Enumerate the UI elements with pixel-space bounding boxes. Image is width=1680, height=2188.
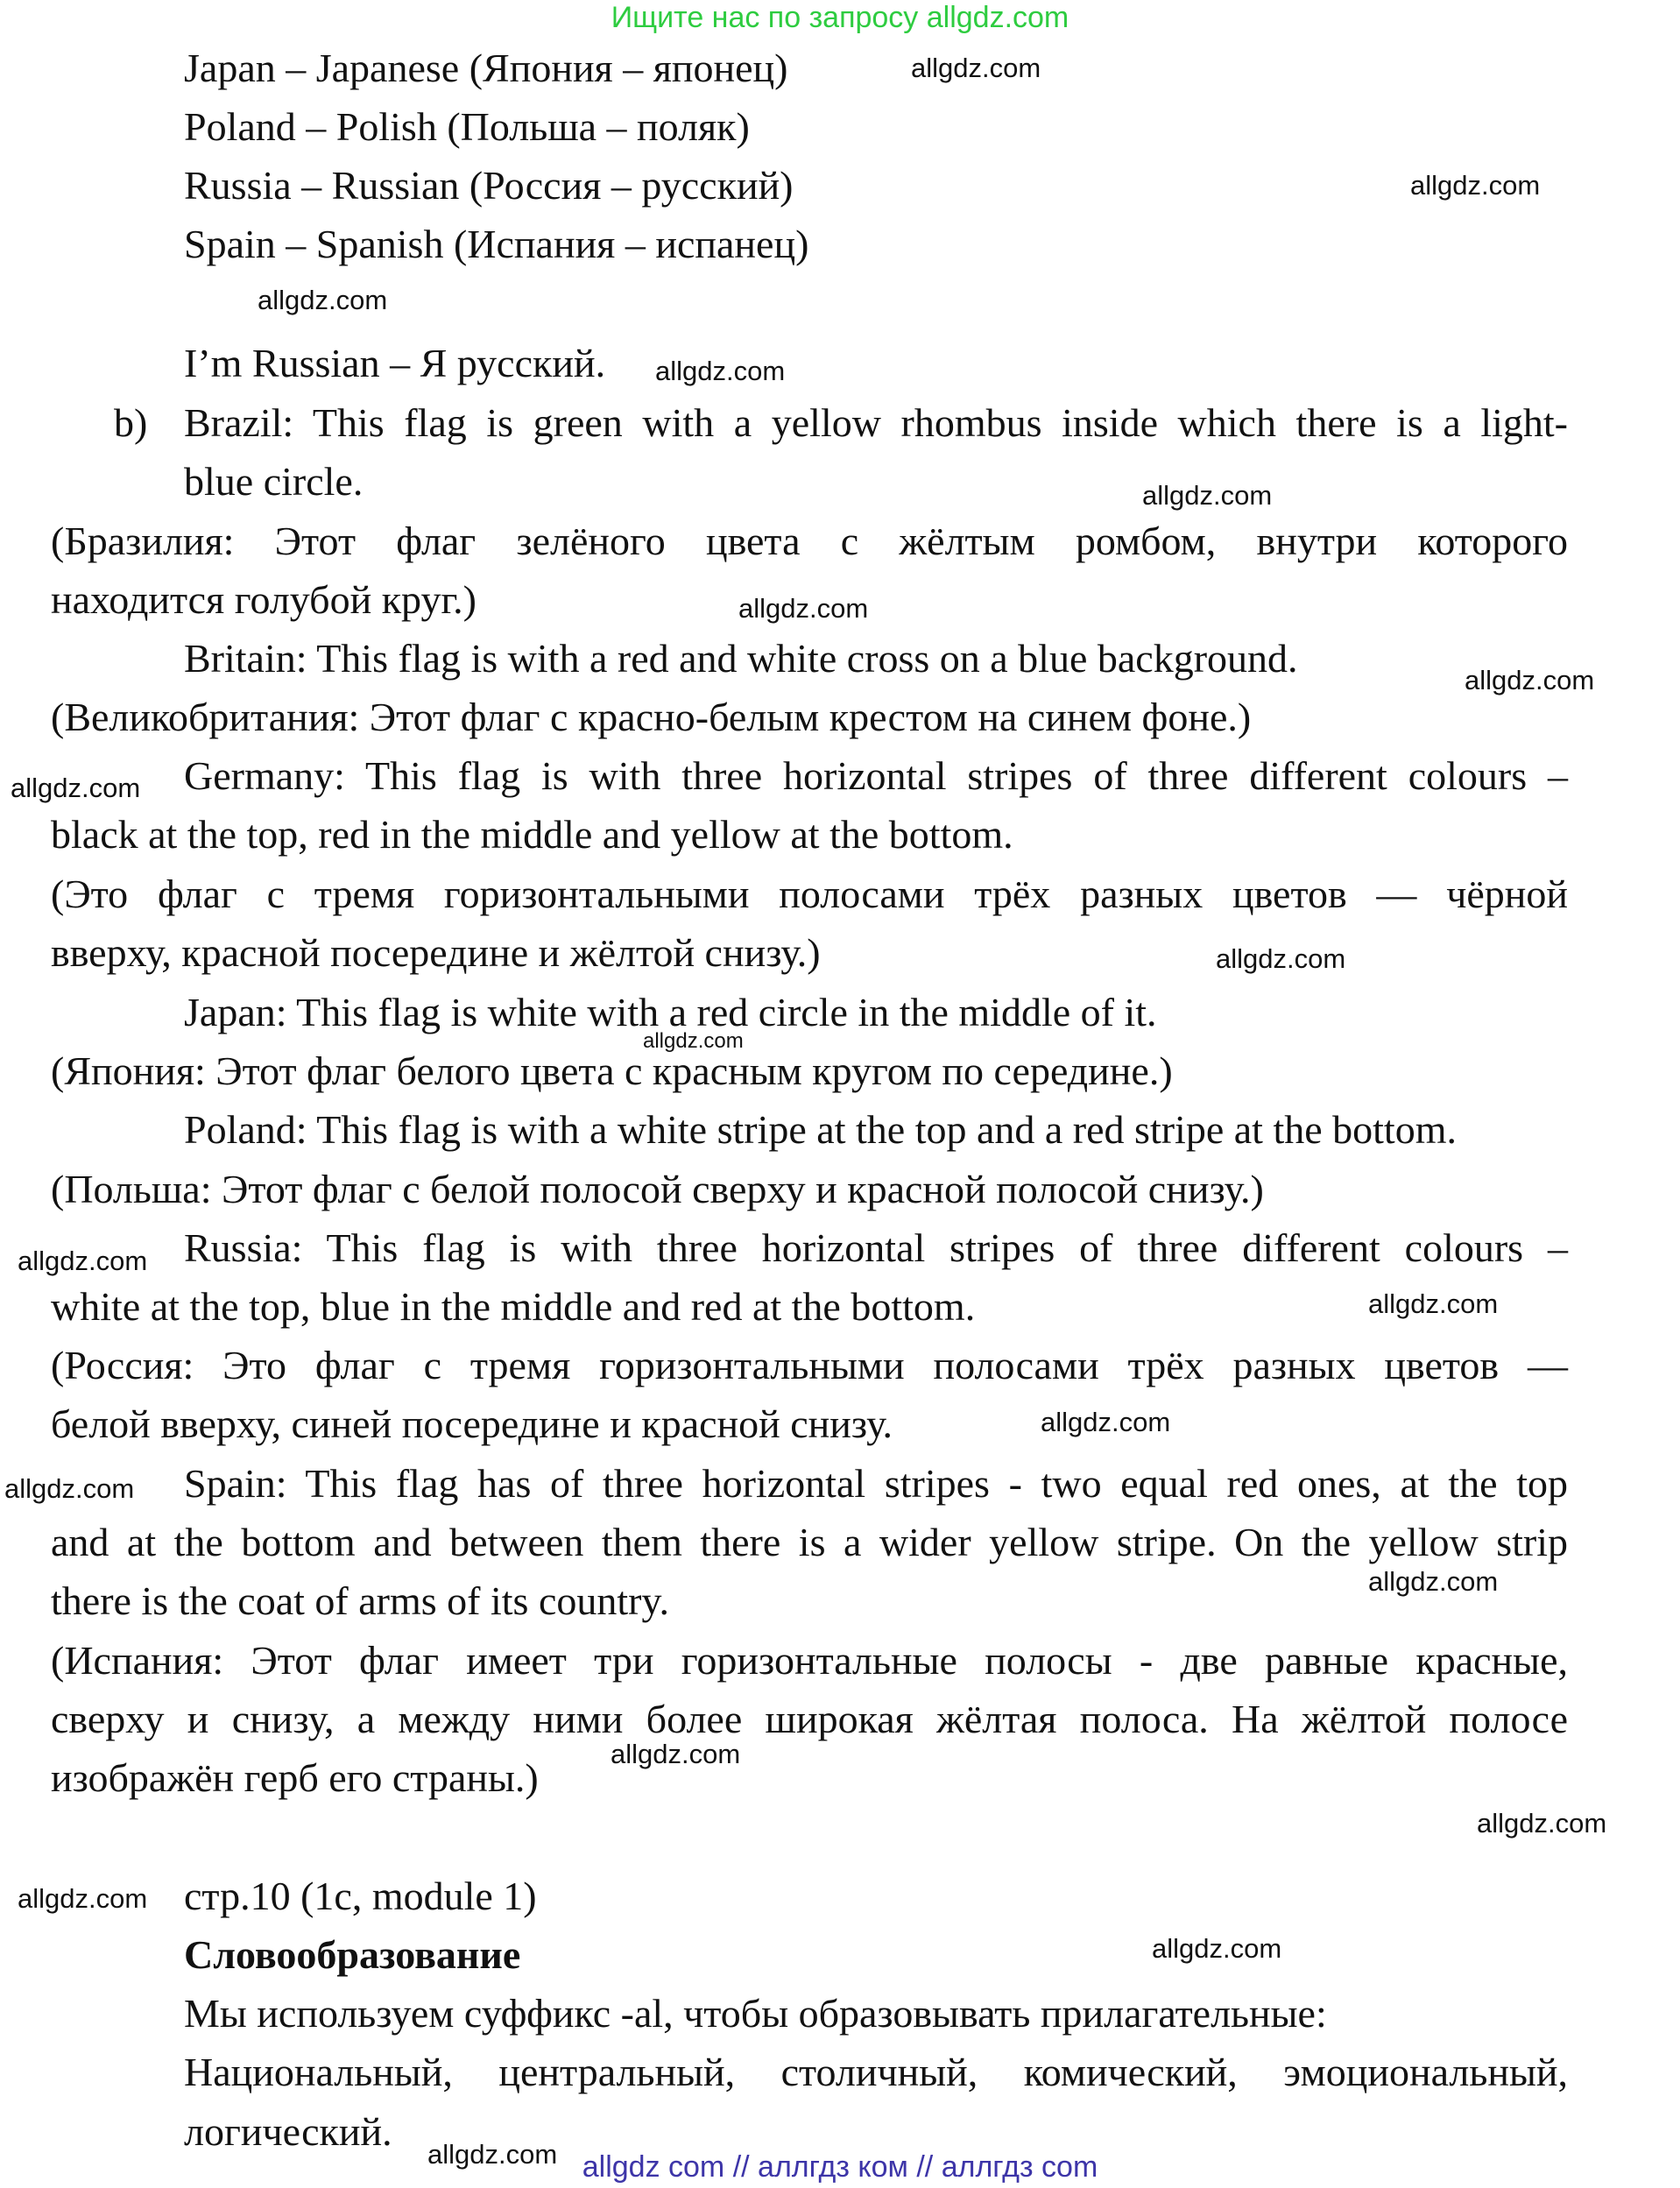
spain-ru-line: (Испания: Этот флаг имеет три горизонтальные полосы - две равные красные, xyxy=(51,1638,1568,1683)
watermark: allgdz.com xyxy=(1142,480,1273,511)
watermark: allgdz.com xyxy=(611,1739,741,1769)
footer-links[interactable]: allgdz com // аллгдз ком // аллгдз com xyxy=(582,2150,1098,2184)
russia-ru-line: белой вверху, синей посередине и красной снизу. xyxy=(51,1401,893,1446)
nationality-line: Russia – Russian (Россия – русский) xyxy=(184,163,794,208)
watermark: allgdz.com xyxy=(258,285,388,315)
japan-ru-line: (Япония: Этот флаг белого цвета с красным кругом по середине.) xyxy=(51,1048,1173,1093)
nationality-line: Spain – Spanish (Испания – испанец) xyxy=(184,222,809,266)
nationality-line: Japan – Japanese (Япония – японец) xyxy=(184,46,788,90)
watermark: allgdz.com xyxy=(1368,1566,1499,1597)
germany-en-line: Germany: This flag is with three horizontal stripes of three different colours – xyxy=(184,753,1568,798)
britain-ru-line: (Великобритания: Этот флаг с красно-белым крестом на синем фоне.) xyxy=(51,695,1252,739)
germany-ru-line: (Это флаг с тремя горизонтальными полосами трёх разных цветов — чёрной xyxy=(51,872,1568,916)
section-text-line: Мы используем суффикс -al, чтобы образовывать прилагательные: xyxy=(184,1991,1327,2036)
im-russian-line: I’m Russian – Я русский. xyxy=(184,341,606,385)
watermark: allgdz.com xyxy=(1477,1808,1607,1839)
spain-ru-line: изображён герб его страны.) xyxy=(51,1755,539,1800)
brazil-en-line: Brazil: This flag is green with a yellow rhombus inside which there is a light- xyxy=(184,400,1568,445)
watermark: allgdz.com xyxy=(1152,1933,1282,1964)
watermark: allgdz.com xyxy=(4,1473,135,1504)
watermark: allgdz.com xyxy=(655,356,786,386)
spain-en-line: Spain: This flag has of three horizontal stripes - two equal red ones, at the top xyxy=(184,1461,1568,1506)
poland-ru-line: (Польша: Этот флаг с белой полосой сверху и красной полосой снизу.) xyxy=(51,1167,1264,1211)
watermark: allgdz.com xyxy=(643,1029,744,1053)
section-text-line: логический. xyxy=(184,2109,392,2154)
brazil-en-line: blue circle. xyxy=(184,459,364,504)
part-b-label: b) xyxy=(114,400,148,445)
spain-ru-line: сверху и снизу, а между ними более широкая жёлтая полоса. На жёлтой полосе xyxy=(51,1697,1568,1741)
watermark: allgdz.com xyxy=(18,1883,148,1914)
britain-en-line: Britain: This flag is with a red and white cross on a blue background. xyxy=(184,636,1298,681)
watermark: allgdz.com xyxy=(427,2139,558,2170)
russia-en-line: white at the top, blue in the middle and red at the bottom. xyxy=(51,1284,976,1329)
germany-en-line: black at the top, red in the middle and yellow at the bottom. xyxy=(51,812,1013,857)
brazil-ru-line: (Бразилия: Этот флаг зелёного цвета с жёлтым ромбом, внутри которого xyxy=(51,519,1568,563)
watermark: allgdz.com xyxy=(18,1246,148,1276)
watermark: allgdz.com xyxy=(1216,943,1346,974)
watermark: allgdz.com xyxy=(1368,1288,1499,1319)
section-title: Словообразование xyxy=(184,1932,521,1977)
watermark: allgdz.com xyxy=(11,773,141,803)
watermark: allgdz.com xyxy=(1465,665,1595,695)
brazil-ru-line: находится голубой круг.) xyxy=(51,577,476,622)
russia-ru-line: (Россия: Это флаг с тремя горизонтальными полосами трёх разных цветов — xyxy=(51,1343,1568,1387)
watermark: allgdz.com xyxy=(911,53,1041,83)
nationality-line: Poland – Polish (Польша – поляк) xyxy=(184,104,750,149)
section-text-line: Национальный, центральный, столичный, комический, эмоциональный, xyxy=(184,2050,1568,2094)
watermark: allgdz.com xyxy=(738,593,869,624)
russia-en-line: Russia: This flag is with three horizontal stripes of three different colours – xyxy=(184,1225,1568,1270)
germany-ru-line: вверху, красной посередине и жёлтой снизу.) xyxy=(51,930,821,975)
japan-en-line: Japan: This flag is white with a red circle in the middle of it. xyxy=(184,990,1157,1034)
header-search-link[interactable]: Ищите нас по запросу allgdz.com xyxy=(611,1,1069,34)
watermark: allgdz.com xyxy=(1410,170,1541,201)
spain-en-line: there is the coat of arms of its country. xyxy=(51,1578,669,1623)
watermark: allgdz.com xyxy=(1041,1407,1171,1437)
poland-en-line: Poland: This flag is with a white stripe at the top and a red stripe at the bottom. xyxy=(184,1107,1457,1152)
page-reference: стр.10 (1c, module 1) xyxy=(184,1874,537,1918)
spain-en-line: and at the bottom and between them there is a wider yellow stripe. On the yellow strip xyxy=(51,1520,1568,1564)
